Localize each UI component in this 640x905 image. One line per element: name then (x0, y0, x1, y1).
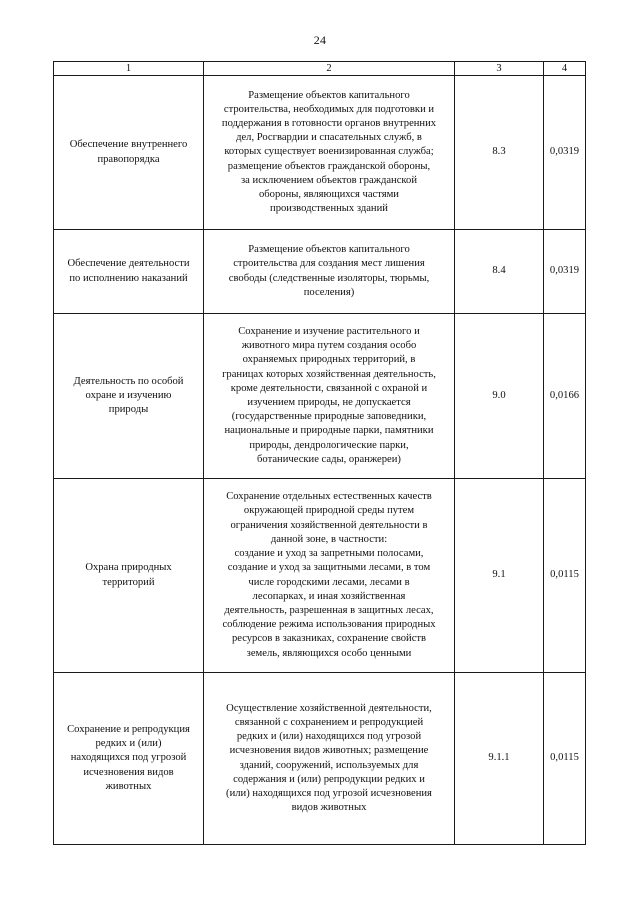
table-row (54, 479, 586, 673)
table-row (54, 673, 586, 845)
use-type-code: 8.4 (455, 230, 544, 314)
land-use-table (53, 61, 586, 845)
column-header: 4 (544, 62, 586, 76)
use-type-coefficient: 0,0166 (544, 314, 586, 479)
use-type-description: Размещение объектов капитального строительства для создания мест лишения свободы (следственные изоляторы, тюрьмы, поселения) (204, 230, 455, 314)
column-header: 2 (204, 62, 455, 76)
use-type-code: 9.0 (455, 314, 544, 479)
use-type-description: Размещение объектов капитального строительства, необходимых для подготовки и поддержания в готовности органов внутренних дел, Росгвардии и спасательных служб, в которых существует военизированная служба; размещение объектов гражданской обороны, за исключением объектов гражданской обороны, являющихся частями производственных зданий (204, 76, 455, 230)
column-header: 1 (54, 62, 204, 76)
use-type-coefficient: 0,0115 (544, 479, 586, 673)
table-row (54, 230, 586, 314)
column-header: 3 (455, 62, 544, 76)
use-type-name: Деятельность по особой охране и изучению природы (54, 314, 204, 479)
use-type-name: Обеспечение деятельности по исполнению наказаний (54, 230, 204, 314)
use-type-description: Сохранение отдельных естественных качеств окружающей природной среды путем ограничения хозяйственной деятельности в данной зоне, в частности: создание и уход за запретными полосами, создание и уход за защитными лесами, в том числе городскими лесами, лесами в лесопарках, и иная хозяйственная деятельность, разрешенная в защитных лесах, соблюдение режима использования природных ресурсов в заказниках, сохранение свойств земель, являющихся особо ценными (204, 479, 455, 673)
use-type-coefficient: 0,0319 (544, 76, 586, 230)
use-type-code: 9.1 (455, 479, 544, 673)
table-row (54, 76, 586, 230)
use-type-name: Обеспечение внутреннего правопорядка (54, 76, 204, 230)
use-type-description: Осуществление хозяйственной деятельности, связанной с сохранением и репродукцией редких и (или) находящихся под угрозой исчезновения видов животных; размещение зданий, сооружений, используемых для содержания и (или) репродукции редких и (или) находящихся под угрозой исчезновения видов животных (204, 673, 455, 845)
use-type-name: Охрана природных территорий (54, 479, 204, 673)
use-type-description: Сохранение и изучение растительного и животного мира путем создания особо охраняемых природных территорий, в границах которых хозяйственная деятельность, кроме деятельности, связанной с охраной и изучением природы, не допускается (государственные природные заповедники, национальные и природные парки, памятники природы, дендрологические парки, ботанические сады, оранжереи) (204, 314, 455, 479)
use-type-code: 9.1.1 (455, 673, 544, 845)
use-type-name: Сохранение и репродукция редких и (или) находящихся под угрозой исчезновения видов животных (54, 673, 204, 845)
use-type-coefficient: 0,0115 (544, 673, 586, 845)
use-type-code: 8.3 (455, 76, 544, 230)
table-row (54, 314, 586, 479)
table-header-row (54, 62, 586, 76)
page-number: 24 (313, 33, 327, 47)
use-type-coefficient: 0,0319 (544, 230, 586, 314)
